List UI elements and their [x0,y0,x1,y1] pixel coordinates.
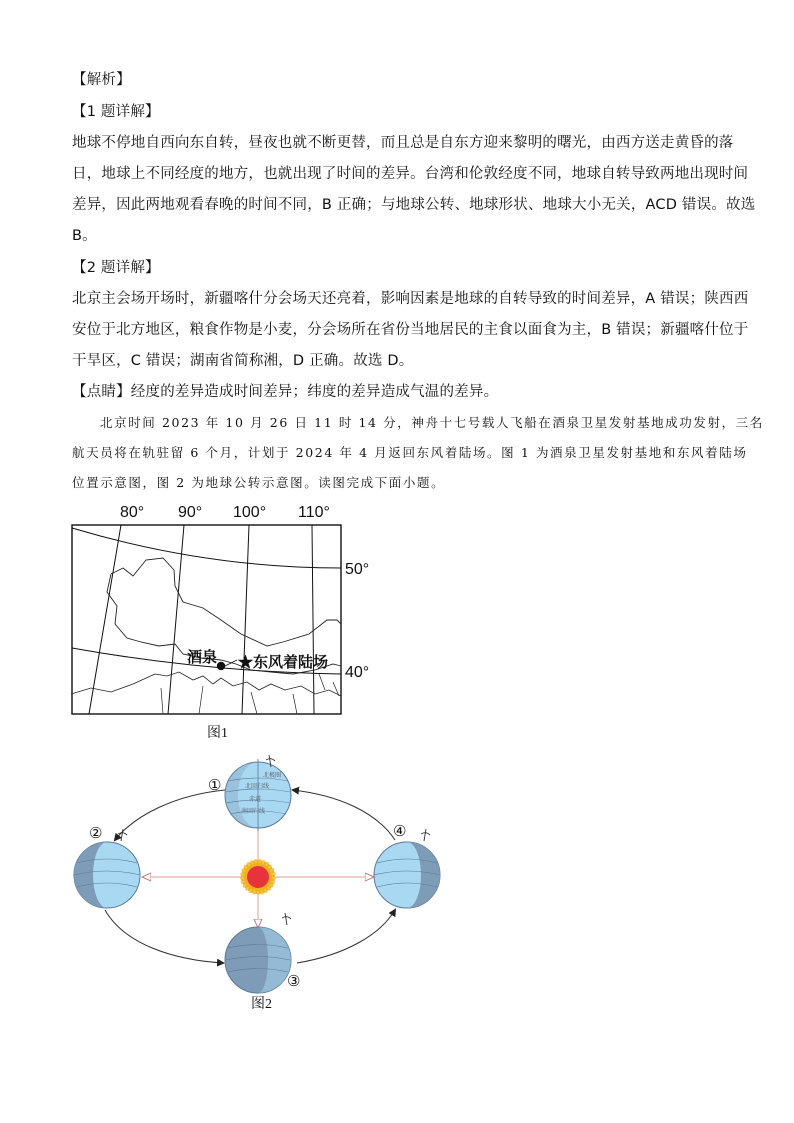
orbit-arrow-1-2 [115,790,225,840]
q1-heading: 【1 题详解】 [72,104,160,120]
label-dongfeng: ★东风着陆场 [238,654,329,671]
analysis-heading: 【解析】 [72,72,131,88]
position-2-label: ② [89,825,103,842]
globe-label-1: 北极圈 [263,773,282,779]
latitude-label-40: 40° [345,664,370,681]
longitude-label-80: 80° [120,504,145,521]
orbit-diagram [65,755,450,1005]
longitude-label-90: 90° [178,504,203,521]
q2-heading: 【2 题详解】 [72,260,160,276]
globe-label-2: 北回归线 [245,784,270,790]
location-map [71,524,343,716]
q1-line-3: 差异，因此两地观看春晚的时间不同，B 正确；与地球公转、地球形状、地球大小无关，ACD 错误。故选 [72,197,756,213]
sun-icon [241,860,275,894]
q1-line-1: 地球不停地自西向东自转，昼夜也就不断更替，而且总是自东方迎来黎明的曙光，由西方送走黄昏的落 [72,135,734,151]
map-frame [72,525,341,714]
position-3-label: ③ [287,973,301,990]
latitude-label-50: 50° [345,561,370,578]
orbit-arrow-2-3 [105,910,223,963]
q2-line-2: 安位于北方地区，粮食作物是小麦，分会场所在省份当地居民的主食以面食为主，B 错误；新疆喀什位于 [72,322,749,338]
longitude-label-100: 100° [233,504,267,521]
position-1-label: ① [208,777,222,794]
question-line-2: 航天员将在轨驻留 6 个月，计划于 2024 年 4 月返回东风着陆场。图 1 为酒泉卫星发射基地和东风着陆场 [72,445,748,460]
globe-1 [225,759,291,831]
figure1-caption: 图1 [207,726,228,741]
q1-line-2: 日，地球上不同经度的地方，也就出现了时间的差异。台湾和伦敦经度不同，地球自转导致两地出现时间 [72,166,749,182]
figure2-caption: 图2 [251,997,272,1012]
question-line-1: 北京时间 2023 年 10 月 26 日 11 时 14 分，神舟十七号载人飞船在酒泉卫星发射基地成功发射，三名 [100,415,764,430]
longitude-label-110: 110° [298,504,330,521]
globe-label-4: 南回归线 [241,809,266,815]
q2-line-3: 干旱区，C 错误；湖南省简称湘，D 正确。故选 D。 [72,353,414,369]
orbit-arrow-3-4 [297,910,395,963]
globe-label-3: 赤道 [249,797,262,803]
q2-line-1: 北京主会场开场时，新疆喀什分会场天还亮着，影响因素是地球的自转导致的时间差异，A 错误；陕西西 [72,291,749,307]
label-jiuquan: 酒泉 [187,649,218,666]
orbit-arrow-4-1 [293,790,395,840]
jiuquan-marker [217,662,225,670]
globe-3 [225,927,291,993]
q1-line-4: B。 [72,228,97,244]
tip-line: 【点睛】经度的差异造成时间差异；纬度的差异造成气温的差异。 [72,384,499,400]
question-line-3: 位置示意图，图 2 为地球公转示意图。读图完成下面小题。 [72,475,446,490]
position-4-label: ④ [393,823,407,840]
globe-4 [374,842,440,908]
globe-2 [74,842,140,908]
